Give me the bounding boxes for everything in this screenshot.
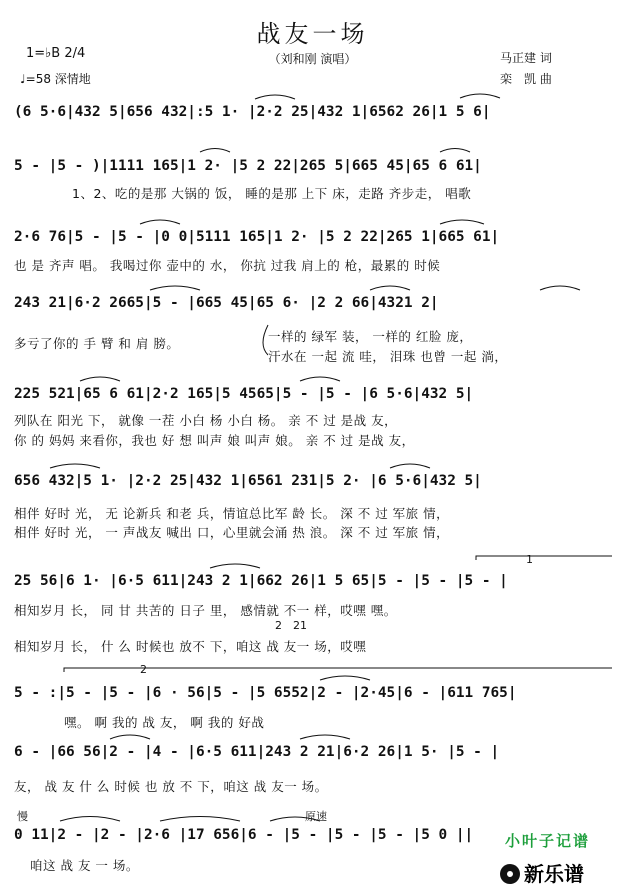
lyric-line: 相知岁月 长， 同 甘 共苦的 日子 里， 感情就 不一 样，哎嘿 嘿。 — [14, 603, 397, 618]
notation-row: 6 - |66 56|2 - |4 - |6·5 611|243 2 21|6·2 26|1 5· |5 - | — [14, 744, 500, 760]
lyric-line: 汗水在 一起 流 哇， 泪珠 也曾 一起 淌， — [268, 349, 508, 364]
performer-line: （刘和刚 演唱） — [268, 52, 357, 66]
lyric-line: 你 的 妈妈 来看你，我也 好 想 叫声 娘 叫声 娘。 亲 不 过 是战 友， — [14, 433, 415, 448]
lyric-line: 列队在 阳光 下， 就像 一茬 小白 杨 小白 杨。 亲 不 过 是战 友， — [14, 413, 398, 428]
slur — [460, 94, 500, 98]
notation-row: (6 5·6|432 5|656 432|:5 1· |2·2 25|432 1|6562 26|1 5 6| — [14, 104, 491, 120]
slur — [160, 817, 240, 822]
slur — [440, 149, 470, 153]
score-marker: 原速 — [305, 810, 327, 823]
repeat-brace — [263, 325, 268, 355]
site-logo — [500, 858, 584, 887]
slur — [210, 564, 260, 568]
lyric-line: 相知岁月 长， 什 么 时候也 放不 下，咱这 战 友一 场，哎嘿 — [14, 639, 367, 654]
slur — [110, 735, 150, 739]
slur — [50, 464, 100, 468]
key-signature: 1=♭B 2/4 — [26, 46, 86, 61]
volta-bracket-2 — [64, 668, 612, 672]
score-marker: 2 21 — [275, 619, 307, 632]
notation-row: 25 56|6 1· |6·5 611|243 2 1|662 26|1 5 65|5 - |5 - |5 - | — [14, 573, 508, 589]
slur — [300, 735, 350, 739]
lyric-line: 一样的 绿军 装， 一样的 红脸 庞， — [268, 329, 473, 344]
lyric-line: 咱这 战 友 一 场。 — [30, 858, 139, 873]
slur — [440, 220, 484, 224]
lyric-line: 嘿。 啊 我的 战 友， 啊 我的 好战 — [64, 715, 265, 730]
notation-row: 5 - :|5 - |5 - |6 · 56|5 - |5 6552|2 - |2·45|6 - |611 765| — [14, 685, 517, 701]
slur — [540, 286, 580, 290]
lyric-line: 友， 战 友 什 么 时候 也 放 不 下，咱这 战 友一 场。 — [14, 779, 328, 794]
notation-row: 243 21|6·2 2665|5 - |665 45|65 6· |2 2 66|4321 2| — [14, 295, 439, 311]
slur — [270, 817, 320, 821]
notation-row: 2·6 76|5 - |5 - |0 0|5111 165|1 2· |5 2 22|265 1|665 61| — [14, 229, 500, 245]
site-name: 新乐谱 — [524, 862, 584, 886]
notation-row: 656 432|5 1· |2·2 25|432 1|6561 231|5 2· |6 5·6|432 5| — [14, 473, 482, 489]
slur — [390, 464, 430, 468]
score-marker: 2 — [140, 663, 147, 676]
notation-row: 0 11|2 - |2 - |2·6 |17 656|6 - |5 - |5 - |5 - |5 0 || — [14, 827, 474, 843]
lyric-line: 相伴 好时 光， 一 声战友 喊出 口，心里就会涌 热 浪。 深 不 过 军旅 情， — [14, 525, 450, 540]
lyric-line: 也 是 齐声 唱。 我喝过你 壶中的 水， 你抗 过我 肩上的 枪，最累的 时候 — [14, 258, 441, 273]
slur — [320, 676, 370, 680]
lyric-line: 多亏了你的 手 臂 和 肩 膀。 — [14, 336, 180, 351]
disc-icon — [500, 864, 520, 884]
lyric-line: 相伴 好时 光， 无 论新兵 和老 兵，情谊总比军 龄 长。 深 不 过 军旅 情， — [14, 506, 450, 521]
composer: 栾 凯 曲 — [500, 72, 552, 86]
watermark-text: 小叶子记谱 — [505, 832, 591, 850]
slur — [80, 377, 120, 381]
lyric-line: 1、2、吃的是那 大锅的 饭， 睡的是那 上下 床，走路 齐步走， 唱歌 — [72, 186, 472, 201]
slur — [370, 286, 410, 290]
notation-row: 225 521|65 6 61|2·2 165|5 4565|5 - |5 - |6 5·6|432 5| — [14, 386, 474, 402]
score-marker: 慢 — [17, 810, 28, 823]
score-marker: 1 — [526, 553, 533, 566]
slur — [140, 220, 180, 224]
song-title: 战友一场 — [256, 20, 369, 48]
notation-row: 5 - |5 - )|1111 165|1 2· |5 2 22|265 5|665 45|65 6 61| — [14, 158, 482, 174]
slur — [255, 95, 295, 99]
slur — [60, 817, 120, 822]
slur — [300, 377, 340, 381]
slur — [150, 286, 200, 290]
tempo-marking: ♩=58 深情地 — [20, 72, 91, 86]
lyricist: 马正建 词 — [500, 51, 552, 65]
slur — [200, 149, 230, 153]
volta-bracket-1 — [476, 556, 612, 560]
